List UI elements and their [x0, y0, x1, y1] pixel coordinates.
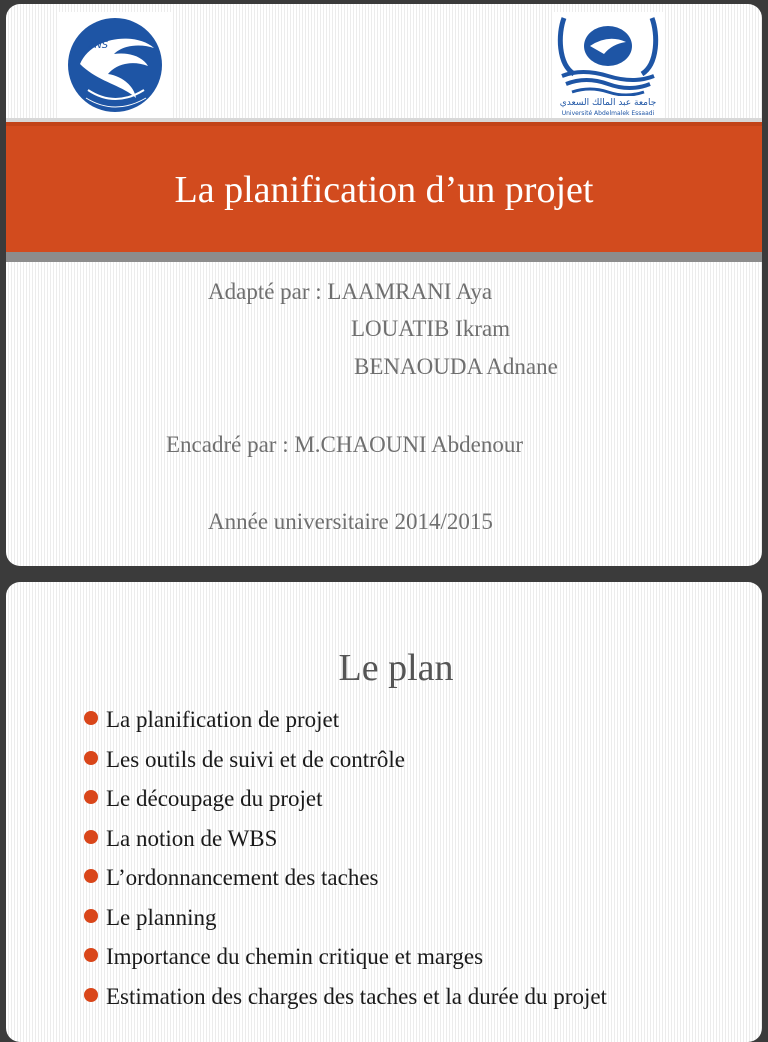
plan-slide [6, 582, 762, 1042]
list-item-label: Les outils de suivi et de contrôle [106, 746, 405, 772]
ens-logo-icon [58, 12, 172, 118]
list-item-label: La planification de projet [106, 707, 340, 732]
bullet-icon [84, 711, 98, 725]
bullet-icon [84, 830, 98, 844]
bullet-icon [84, 988, 98, 1002]
bottom-divider [6, 252, 762, 262]
university-name-latin: Université Abdelmalek Essaadi [561, 110, 655, 117]
university-logo-icon [552, 12, 664, 96]
author-2: LOUATIB Ikram [351, 316, 511, 341]
list-item-label: Importance du chemin critique et marges [106, 944, 484, 969]
bullet-icon [84, 869, 98, 883]
author-3: BENAOUDA Adnane [354, 354, 558, 379]
svg-text:ENS: ENS [88, 40, 109, 51]
list-item [84, 900, 607, 940]
bullet-icon [84, 751, 98, 765]
list-item [84, 979, 607, 1019]
bullet-icon [84, 948, 98, 962]
adapted-by-line: Adapté par : LAAMRANI Aya [208, 279, 493, 304]
list-item [84, 702, 607, 742]
ens-logo [58, 12, 172, 118]
list-item-label: L’ordonnancement des taches [106, 865, 379, 890]
bullet-icon [84, 790, 98, 804]
title-slide [6, 4, 762, 566]
plan-title: Le plan [338, 647, 454, 689]
academic-year-line: Année universitaire 2014/2015 [208, 509, 493, 534]
list-item [84, 742, 607, 782]
university-name-arabic: جامعة عبد المالك السعدي [559, 98, 657, 108]
list-item [84, 939, 607, 979]
bullet-icon [84, 909, 98, 923]
list-item [84, 781, 607, 821]
supervised-by-line: Encadré par : M.CHAOUNI Abdenour [166, 432, 524, 457]
list-item-label: La notion de WBS [106, 825, 278, 851]
plan-list [84, 702, 607, 1018]
list-item [84, 821, 607, 861]
list-item [84, 860, 607, 900]
title-band [6, 122, 762, 254]
university-logo [552, 12, 664, 120]
slide-title: La planification d’un projet [174, 169, 594, 211]
list-item-label: Le planning [106, 904, 217, 930]
list-item-label: Estimation des charges des taches et la durée du projet [106, 983, 607, 1009]
list-item-label: Le découpage du projet [106, 786, 323, 811]
